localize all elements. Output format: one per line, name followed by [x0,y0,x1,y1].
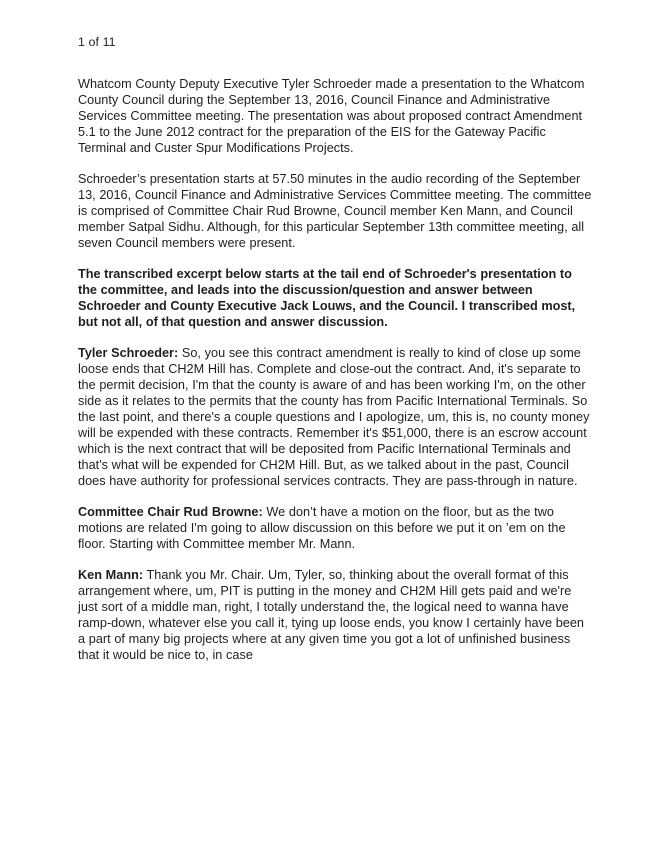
speaker-label-ken-mann: Ken Mann: [78,568,144,582]
paragraph-speech-tyler-schroeder [78,345,594,489]
speech-text-tyler-schroeder: So, you see this contract amendment is really to kind of close up some loose ends that CH2M Hill has. Complete and close-out the contract. And, it's separate to the permit decision, I'm that the county is aware of and has been working I'm, on the other side as it relates to the permits that the county has from Pacific International Terminals. So the last point, and there's a couple questions and I apologize, um, this is, no county money will be expended with these contracts. Remember it's $51,000, there is an escrow account which is the next contract that will be deposited from Pacific International Terminals and that's what will be expended for CH2M Hill. But, as we talked about in the past, Council does have authority for professional services contracts. They are pass-through in nature. [78,346,590,488]
speech-text-rud-browne: We don’t have a motion on the floor, but as the two motions are related I'm going to allow discussion on this before we put it on ’em on the floor. Starting with Committee member Mr. Mann. [78,505,566,551]
paragraph-speech-ken-mann [78,567,594,663]
paragraph-intro-presentation: Whatcom County Deputy Executive Tyler Schroeder made a presentation to the Whatcom County Council during the September 13, 2016, Council Finance and Administrative Services Committee meeting. The presentation was about proposed contract Amendment 5.1 to the June 2012 contract for the preparation of the EIS for the Gateway Pacific Terminal and Custer Spur Modifications Projects. [78,77,585,155]
speaker-label-tyler-schroeder: Tyler Schroeder: [78,346,179,360]
page-number-label: 1 of 11 [78,35,116,49]
speech-text-ken-mann: Thank you Mr. Chair. Um, Tyler, so, thinking about the overall format of this arrangement where, um, PIT is putting in the money and CH2M Hill gets paid and we're just sort of a middle man, right, I totally understand the, the logical need to wanna have ramp-down, whatever else you call it, tying up loose ends, you know I certainly have been a part of many big projects where at any given time you got a lot of unfinished business that it would be nice to, in case [78,568,584,662]
paragraph-intro-transcript-note: The transcribed excerpt below starts at the tail end of Schroeder's presentation to the committee, and leads into the discussion/question and answer between Schroeder and County Executive Jack Louws, and the Council. I transcribed most, but not all, of that question and answer discussion. [78,267,576,329]
speaker-label-rud-browne: Committee Chair Rud Browne: [78,505,263,519]
paragraph-speech-rud-browne [78,504,594,552]
document-text-body [78,76,594,678]
paragraph-intro-audio-timing: Schroeder’s presentation starts at 57.50 minutes in the audio recording of the September 13, 2016, Council Finance and Administrative Services Committee meeting. The committee is comprised of Committee Chair Rud Browne, Council member Ken Mann, and Council member Satpal Sidhu. Although, for this particular September 13th committee meeting, all seven Council members were present. [78,172,592,250]
